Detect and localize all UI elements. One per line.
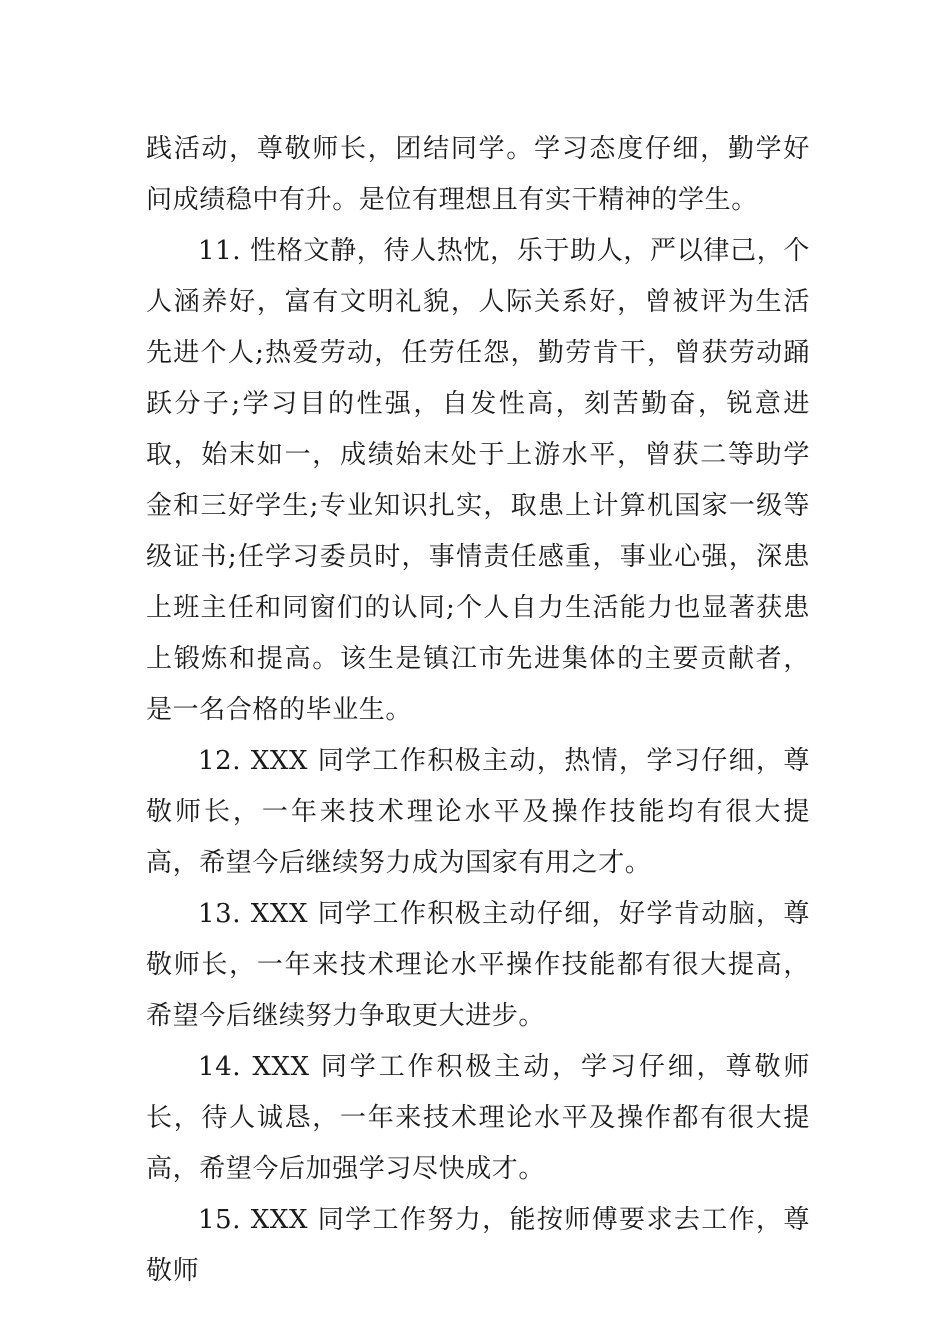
paragraph-item-11: 11. 性格文静，待人热忱，乐于助人，严以律己，个人涵养好，富有文明礼貌，人际关系好，曾被评为生活先进个人;热爱劳动，任劳任怨，勤劳肯干，曾获劳动踊跃分子;学习目的性强，自发性高，刻苦勤奋，锐意进取，始末如一，成绩始末处于上游水平，曾获二等助学金和三好学生;专业知识扎实，取患上计算机国家一级等级证书;任学习委员时，事情责任感重，事业心强，深患上班主任和同窗们的认同;个人自力生活能力也显著获患上锻炼和提高。该生是镇江市先进集体的主要贡献者，是一名合格的毕业生。: [146, 236, 810, 725]
paragraph-item-13: 13. XXX 同学工作积极主动仔细，好学肯动脑，尊敬师长，一年来技术理论水平操作技能都有很大提高，希望今后继续努力争取更大进步。: [146, 899, 810, 1031]
paragraph-continuation: 践活动，尊敬师长，团结同学。学习态度仔细，勤学好问成绩稳中有升。是位有理想且有实干精神的学生。: [146, 134, 810, 215]
paragraph-item-14: 14. XXX 同学工作积极主动，学习仔细，尊敬师长，待人诚恳，一年来技术理论水平及操作都有很大提高，希望今后加强学习尽快成才。: [146, 1052, 810, 1184]
paragraph-item-15: 15. XXX 同学工作努力，能按师傅要求去工作，尊敬师: [146, 1205, 810, 1286]
document-body: [146, 124, 810, 1297]
paragraph-item-12: 12. XXX 同学工作积极主动，热情，学习仔细，尊敬师长，一年来技术理论水平及操作技能均有很大提高，希望今后继续努力成为国家有用之才。: [146, 746, 810, 878]
